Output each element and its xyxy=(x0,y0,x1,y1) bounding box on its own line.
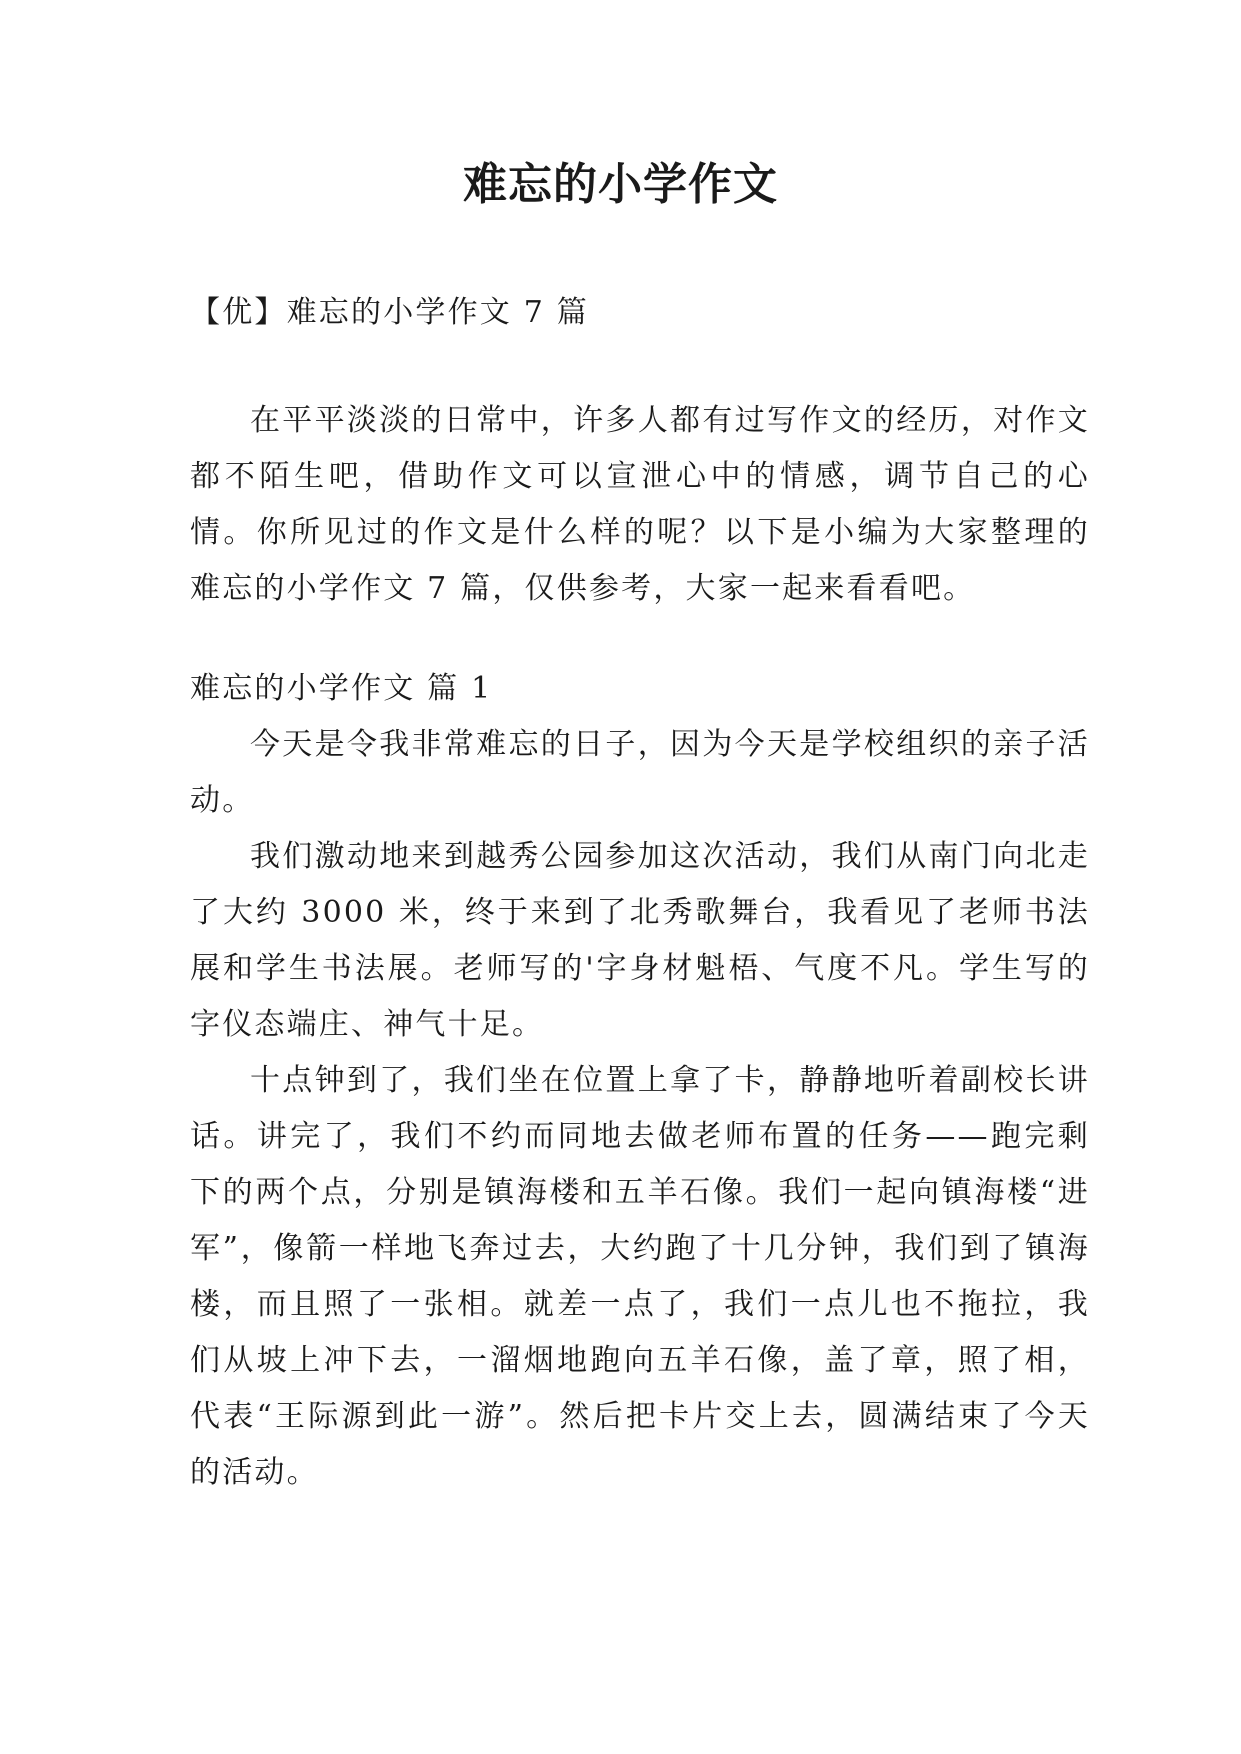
section-heading: 难忘的小学作文 篇 1 xyxy=(190,671,493,706)
intro-paragraph: 在平平淡淡的日常中，许多人都有过写作文的经历，对作文都不陌生吧，借助作文可以宣泄心中的情感，调节自己的心情。你所见过的作文是什么样的呢？以下是小编为大家整理的难忘的小学作文 7 篇，仅供参考，大家一起来看看吧。 xyxy=(190,403,1090,606)
document-subtitle: 【优】难忘的小学作文 7 篇 xyxy=(190,295,589,330)
body-paragraph: 今天是令我非常难忘的日子，因为今天是学校组织的亲子活动。 xyxy=(190,727,1090,818)
page-title: 难忘的小学作文 xyxy=(463,159,778,210)
document-body xyxy=(190,285,1090,1501)
body-paragraph: 十点钟到了，我们坐在位置上拿了卡，静静地听着副校长讲话。讲完了，我们不约而同地去做老师布置的任务——跑完剩下的两个点，分别是镇海楼和五羊石像。我们一起向镇海楼“进军”，像箭一样地飞奔过去，大约跑了十几分钟，我们到了镇海楼，而且照了一张相。就差一点了，我们一点儿也不拖拉，我们从坡上冲下去，一溜烟地跑向五羊石像，盖了章，照了相，代表“王际源到此一游”。然后把卡片交上去，圆满结束了今天的活动。 xyxy=(190,1063,1090,1490)
body-paragraph: 我们激动地来到越秀公园参加这次活动，我们从南门向北走了大约 3000 米，终于来到了北秀歌舞台，我看见了老师书法展和学生书法展。老师写的'字身材魁梧、气度不凡。学生写的字仪态端庄、神气十足。 xyxy=(190,839,1090,1042)
